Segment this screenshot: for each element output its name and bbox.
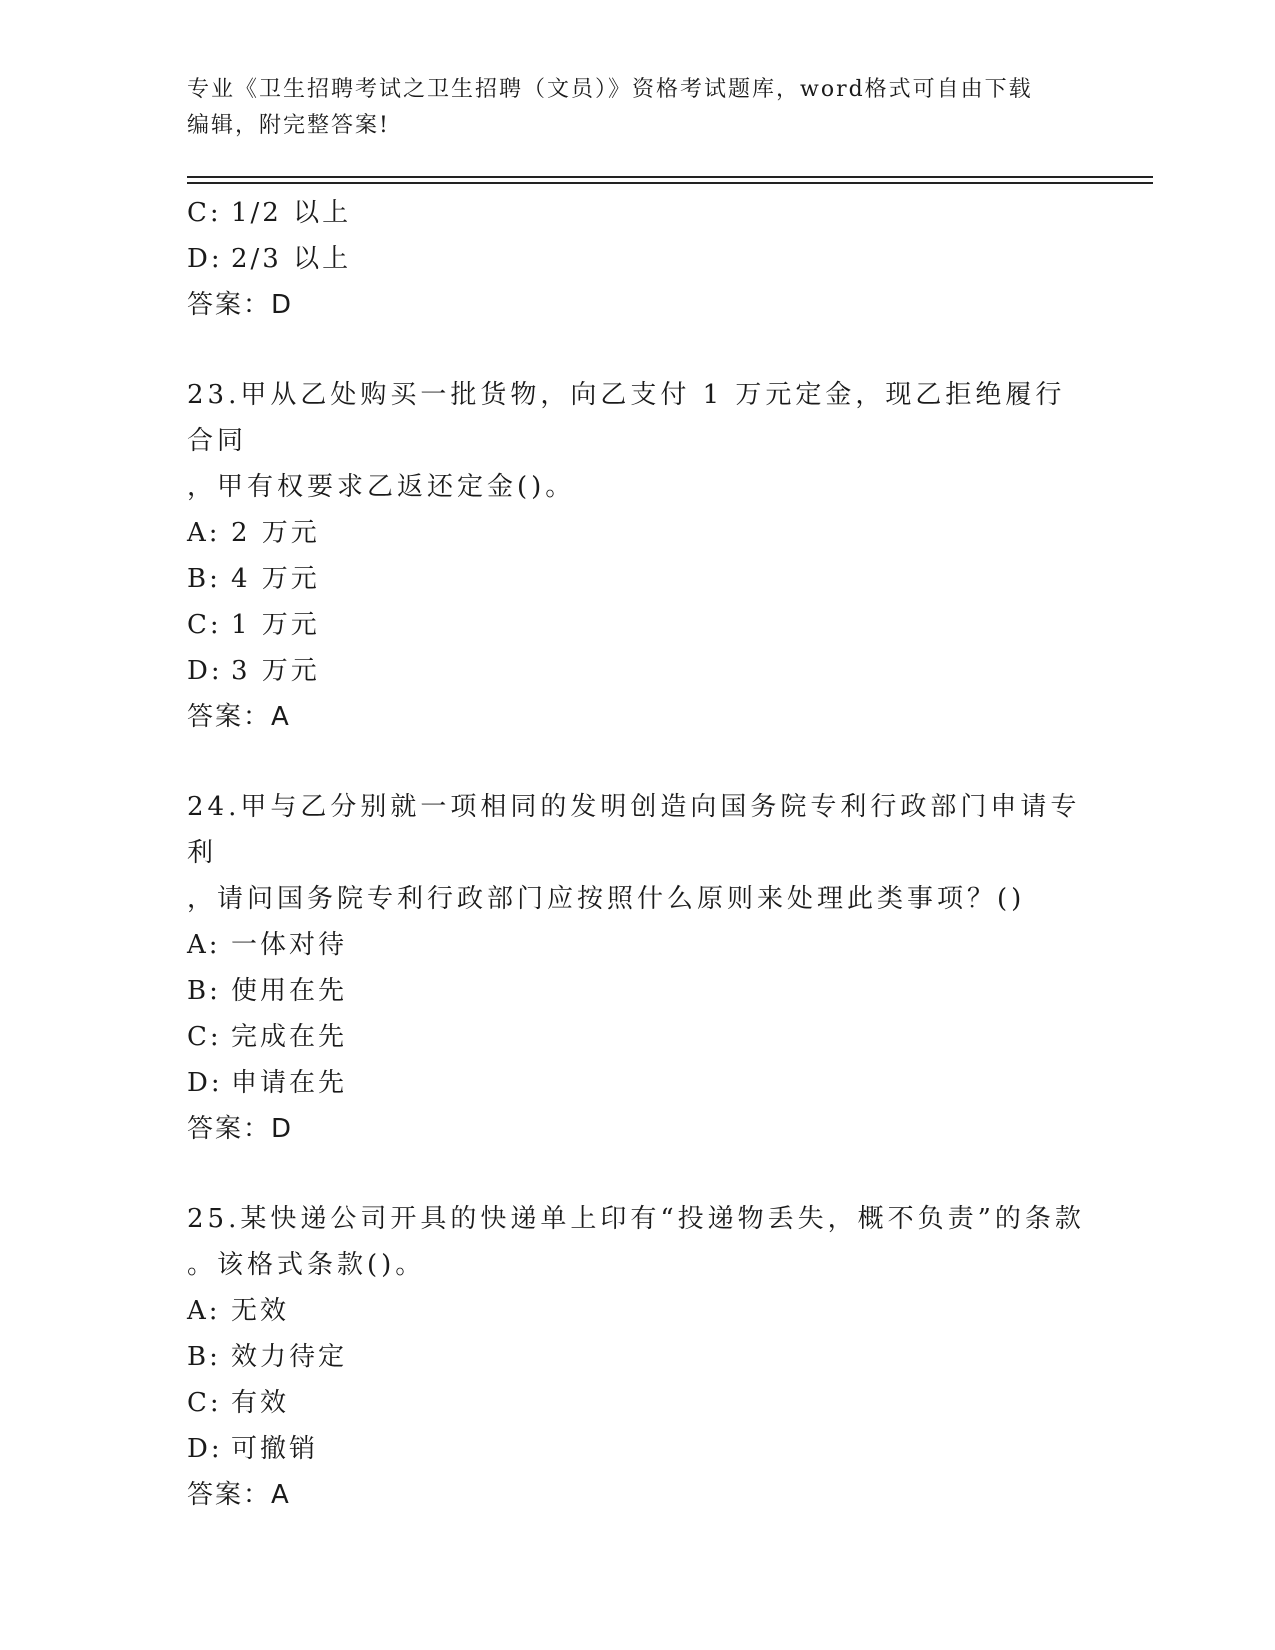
option-text: 2 万元: [231, 518, 320, 548]
option-d: [187, 648, 1087, 694]
header-divider-top: [187, 176, 1153, 178]
answer-line: 答案：D: [187, 1114, 294, 1144]
option-label: C:: [187, 610, 222, 640]
option-label: C:: [187, 1388, 222, 1418]
option-text: 一体对待: [231, 930, 348, 960]
option-c: [187, 190, 1087, 236]
header-line-1: 专业《卫生招聘考试之卫生招聘（文员）》资格考试题库，word格式可自由下载: [187, 77, 1033, 102]
question-stem-line-2: 。该格式条款()。: [187, 1250, 426, 1280]
option-label: B:: [187, 1342, 221, 1372]
option-label: B:: [187, 564, 221, 594]
question-stem: [187, 372, 1087, 510]
option-label: D:: [187, 1434, 223, 1464]
option-b: [187, 968, 1087, 1014]
option-b: [187, 1334, 1087, 1380]
option-label: B:: [187, 976, 221, 1006]
option-b: [187, 556, 1087, 602]
option-label: A:: [187, 1296, 221, 1326]
option-a: [187, 922, 1087, 968]
option-label: C:: [187, 198, 222, 228]
document-header: [187, 72, 1067, 144]
question-23: [187, 372, 1087, 740]
option-d: [187, 1060, 1087, 1106]
option-text: 4 万元: [231, 564, 320, 594]
option-text: 效力待定: [231, 1342, 348, 1372]
answer-line: 答案：A: [187, 1480, 291, 1510]
header-line-2: 编辑，附完整答案!: [187, 113, 390, 138]
option-text: 使用在先: [231, 976, 348, 1006]
question-stem: [187, 784, 1087, 922]
option-label: C:: [187, 1022, 222, 1052]
option-label: A:: [187, 518, 221, 548]
option-text: 3 万元: [231, 656, 320, 686]
option-c: [187, 1380, 1087, 1426]
option-a: [187, 1288, 1087, 1334]
answer-line: 答案：A: [187, 702, 291, 732]
option-text: 可撤销: [231, 1434, 319, 1464]
question-stem-line-2: ，甲有权要求乙返还定金()。: [187, 472, 576, 502]
option-text: 1 万元: [231, 610, 320, 640]
option-label: D:: [187, 1068, 223, 1098]
question-stem-line-1: 25.某快递公司开具的快递单上印有“投递物丢失，概不负责”的条款: [187, 1204, 1085, 1234]
option-text: 完成在先: [231, 1022, 348, 1052]
option-text: 1/2 以上: [231, 198, 352, 228]
question-stem-line-1: 24.甲与乙分别就一项相同的发明创造向国务院专利行政部门申请专利: [187, 792, 1081, 868]
option-c: [187, 1014, 1087, 1060]
option-text: 有效: [231, 1388, 290, 1418]
option-a: [187, 510, 1087, 556]
option-c: [187, 602, 1087, 648]
header-divider-bottom: [187, 182, 1153, 184]
question-22-continued: [187, 190, 1087, 328]
option-label: D:: [187, 656, 223, 686]
option-text: 无效: [231, 1296, 290, 1326]
question-24: [187, 784, 1087, 1152]
question-list: [187, 190, 1087, 1518]
answer-line: 答案：D: [187, 290, 294, 320]
option-text: 2/3 以上: [231, 244, 352, 274]
question-stem-line-1: 23.甲从乙处购买一批货物，向乙支付 1 万元定金，现乙拒绝履行合同: [187, 380, 1066, 456]
option-d: [187, 1426, 1087, 1472]
question-stem-line-2: ，请问国务院专利行政部门应按照什么原则来处理此类事项？(): [187, 884, 1026, 914]
option-d: [187, 236, 1087, 282]
option-text: 申请在先: [231, 1068, 348, 1098]
option-label: A:: [187, 930, 221, 960]
option-label: D:: [187, 244, 223, 274]
question-stem: [187, 1196, 1087, 1288]
question-25: [187, 1196, 1087, 1518]
